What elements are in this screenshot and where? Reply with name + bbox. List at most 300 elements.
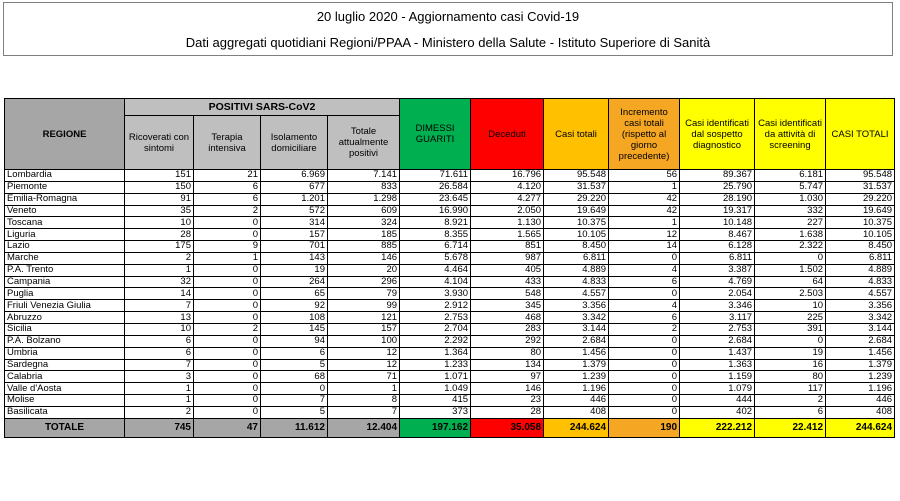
casi-totali-cell: 3.342 xyxy=(544,312,609,324)
total-casi-totali-cell: 244.624 xyxy=(544,418,609,437)
dimessi-header: DIMESSI GUARITI xyxy=(400,99,471,170)
screening-cell: 391 xyxy=(755,323,826,335)
totale-positivi-cell: 20 xyxy=(328,264,400,276)
deceduti-cell: 548 xyxy=(471,288,544,300)
incremento-cell: 0 xyxy=(609,288,680,300)
table-row xyxy=(5,383,895,395)
region-name-cell: Marche xyxy=(5,252,125,264)
table-row xyxy=(5,335,895,347)
dimessi-cell: 1.364 xyxy=(400,347,471,359)
region-name-cell: P.A. Bolzano xyxy=(5,335,125,347)
terapia-cell: 0 xyxy=(194,335,261,347)
totale-positivi-cell: 8 xyxy=(328,395,400,407)
casi-totali-caps-cell: 4.889 xyxy=(826,264,895,276)
region-name-cell: Lombardia xyxy=(5,170,125,182)
terapia-cell: 0 xyxy=(194,359,261,371)
terapia-cell: 6 xyxy=(194,181,261,193)
totale-positivi-cell: 146 xyxy=(328,252,400,264)
casi-totali-cell: 4.557 xyxy=(544,288,609,300)
dimessi-cell: 4.104 xyxy=(400,276,471,288)
total-screening-cell: 22.412 xyxy=(755,418,826,437)
dimessi-cell: 23.645 xyxy=(400,193,471,205)
incremento-cell: 1 xyxy=(609,181,680,193)
casi-totali-caps-cell: 446 xyxy=(826,395,895,407)
incremento-cell: 6 xyxy=(609,276,680,288)
region-name-cell: P.A. Trento xyxy=(5,264,125,276)
region-name-cell: Piemonte xyxy=(5,181,125,193)
casi-totali-caps-cell: 10.375 xyxy=(826,217,895,229)
region-name-cell: Sicilia xyxy=(5,323,125,335)
screening-cell: 1.502 xyxy=(755,264,826,276)
ricoverati-cell: 1 xyxy=(125,383,194,395)
incremento-cell: 56 xyxy=(609,170,680,182)
sospetto-cell: 25.790 xyxy=(680,181,755,193)
deceduti-cell: 283 xyxy=(471,323,544,335)
ricoverati-cell: 175 xyxy=(125,241,194,253)
sospetto-cell: 28.190 xyxy=(680,193,755,205)
ricoverati-cell: 10 xyxy=(125,217,194,229)
region-header: REGIONE xyxy=(5,99,125,170)
screening-cell: 80 xyxy=(755,371,826,383)
deceduti-cell: 28 xyxy=(471,406,544,418)
isolamento-cell: 65 xyxy=(261,288,328,300)
sospetto-cell: 1.363 xyxy=(680,359,755,371)
ricoverati-cell: 10 xyxy=(125,323,194,335)
screening-cell: 6.181 xyxy=(755,170,826,182)
totale-positivi-cell: 121 xyxy=(328,312,400,324)
dimessi-cell: 1.233 xyxy=(400,359,471,371)
ricoverati-cell: 28 xyxy=(125,229,194,241)
table-row xyxy=(5,252,895,264)
totale-positivi-cell: 12 xyxy=(328,347,400,359)
casi-totali-cell: 1.196 xyxy=(544,383,609,395)
casi-totali-caps-cell: 4.833 xyxy=(826,276,895,288)
screening-cell: 2.503 xyxy=(755,288,826,300)
isolamento-cell: 6.969 xyxy=(261,170,328,182)
incremento-cell: 4 xyxy=(609,264,680,276)
isolamento-cell: 94 xyxy=(261,335,328,347)
casi-totali-caps-cell: 2.684 xyxy=(826,335,895,347)
casi-totali-caps-cell: 3.356 xyxy=(826,300,895,312)
total-ricoverati-cell: 745 xyxy=(125,418,194,437)
region-name-cell: Basilicata xyxy=(5,406,125,418)
table-row xyxy=(5,359,895,371)
screening-cell: 2.322 xyxy=(755,241,826,253)
total-incremento-cell: 190 xyxy=(609,418,680,437)
dimessi-cell: 1.071 xyxy=(400,371,471,383)
dimessi-cell: 71.611 xyxy=(400,170,471,182)
incremento-cell: 0 xyxy=(609,406,680,418)
terapia-cell: 0 xyxy=(194,300,261,312)
casi-totali-cell: 3.144 xyxy=(544,323,609,335)
deceduti-cell: 345 xyxy=(471,300,544,312)
isolamento-header: Isolamento domiciliare xyxy=(261,116,328,170)
region-name-cell: Valle d'Aosta xyxy=(5,383,125,395)
casi-totali-caps-cell: 95.548 xyxy=(826,170,895,182)
screening-cell: 16 xyxy=(755,359,826,371)
totale-positivi-cell: 79 xyxy=(328,288,400,300)
positivi-group-header: POSITIVI SARS-CoV2 xyxy=(125,99,400,116)
sospetto-header: Casi identificati dal sospetto diagnostico xyxy=(680,99,755,170)
ricoverati-cell: 151 xyxy=(125,170,194,182)
region-name-cell: Puglia xyxy=(5,288,125,300)
deceduti-cell: 4.120 xyxy=(471,181,544,193)
table-row xyxy=(5,347,895,359)
region-name-cell: Abruzzo xyxy=(5,312,125,324)
incremento-header: Incremento casi totali (rispetto al giorno precedente) xyxy=(609,99,680,170)
region-name-cell: Lazio xyxy=(5,241,125,253)
sospetto-cell: 6.128 xyxy=(680,241,755,253)
dimessi-cell: 415 xyxy=(400,395,471,407)
table-row xyxy=(5,193,895,205)
totale-positivi-cell: 71 xyxy=(328,371,400,383)
terapia-cell: 0 xyxy=(194,406,261,418)
isolamento-cell: 701 xyxy=(261,241,328,253)
dimessi-cell: 2.912 xyxy=(400,300,471,312)
isolamento-cell: 1.201 xyxy=(261,193,328,205)
terapia-cell: 0 xyxy=(194,347,261,359)
totale-positivi-header: Totale attualmente positivi xyxy=(328,116,400,170)
casi-totali-cell: 10.105 xyxy=(544,229,609,241)
casi-totali-header: Casi totali xyxy=(544,99,609,170)
casi-totali-caps-cell: 408 xyxy=(826,406,895,418)
dimessi-cell: 3.930 xyxy=(400,288,471,300)
casi-totali-cell: 31.537 xyxy=(544,181,609,193)
sospetto-cell: 2.054 xyxy=(680,288,755,300)
deceduti-cell: 146 xyxy=(471,383,544,395)
region-name-cell: Toscana xyxy=(5,217,125,229)
incremento-cell: 6 xyxy=(609,312,680,324)
totale-positivi-cell: 12 xyxy=(328,359,400,371)
isolamento-cell: 677 xyxy=(261,181,328,193)
sospetto-cell: 8.467 xyxy=(680,229,755,241)
ricoverati-cell: 14 xyxy=(125,288,194,300)
terapia-cell: 9 xyxy=(194,241,261,253)
deceduti-header: Deceduti xyxy=(471,99,544,170)
deceduti-cell: 433 xyxy=(471,276,544,288)
dimessi-cell: 4.464 xyxy=(400,264,471,276)
ricoverati-cell: 7 xyxy=(125,359,194,371)
isolamento-cell: 19 xyxy=(261,264,328,276)
isolamento-cell: 314 xyxy=(261,217,328,229)
screening-cell: 117 xyxy=(755,383,826,395)
incremento-cell: 0 xyxy=(609,347,680,359)
dimessi-cell: 2.292 xyxy=(400,335,471,347)
isolamento-cell: 5 xyxy=(261,406,328,418)
casi-totali-cell: 3.356 xyxy=(544,300,609,312)
table-row xyxy=(5,181,895,193)
region-name-cell: Sardegna xyxy=(5,359,125,371)
total-sospetto-cell: 222.212 xyxy=(680,418,755,437)
region-name-cell: Friuli Venezia Giulia xyxy=(5,300,125,312)
sospetto-cell: 89.367 xyxy=(680,170,755,182)
table-row xyxy=(5,406,895,418)
isolamento-cell: 157 xyxy=(261,229,328,241)
screening-cell: 64 xyxy=(755,276,826,288)
sospetto-cell: 1.437 xyxy=(680,347,755,359)
sospetto-cell: 19.317 xyxy=(680,205,755,217)
screening-cell: 1.638 xyxy=(755,229,826,241)
screening-cell: 0 xyxy=(755,252,826,264)
casi-totali-cell: 8.450 xyxy=(544,241,609,253)
sospetto-cell: 10.148 xyxy=(680,217,755,229)
sospetto-cell: 1.079 xyxy=(680,383,755,395)
report-subtitle: Dati aggregati quotidiani Regioni/PPAA - Ministero della Salute - Istituto Superiore di Sanità xyxy=(185,35,711,50)
casi-totali-caps-cell: 10.105 xyxy=(826,229,895,241)
terapia-cell: 21 xyxy=(194,170,261,182)
terapia-cell: 0 xyxy=(194,229,261,241)
casi-totali-caps-cell: 3.144 xyxy=(826,323,895,335)
terapia-cell: 2 xyxy=(194,205,261,217)
casi-totali-cell: 1.379 xyxy=(544,359,609,371)
terapia-cell: 0 xyxy=(194,383,261,395)
casi-totali-cell: 4.889 xyxy=(544,264,609,276)
casi-totali-caps-cell: 1.239 xyxy=(826,371,895,383)
deceduti-cell: 851 xyxy=(471,241,544,253)
screening-cell: 332 xyxy=(755,205,826,217)
ricoverati-cell: 2 xyxy=(125,252,194,264)
incremento-cell: 0 xyxy=(609,359,680,371)
sospetto-cell: 6.811 xyxy=(680,252,755,264)
casi-totali-caps-header: CASI TOTALI xyxy=(826,99,895,170)
casi-totali-caps-cell: 31.537 xyxy=(826,181,895,193)
casi-totali-caps-cell: 1.456 xyxy=(826,347,895,359)
totale-positivi-cell: 833 xyxy=(328,181,400,193)
table-row xyxy=(5,264,895,276)
terapia-cell: 0 xyxy=(194,264,261,276)
terapia-cell: 0 xyxy=(194,371,261,383)
totale-positivi-cell: 324 xyxy=(328,217,400,229)
totale-positivi-cell: 1 xyxy=(328,383,400,395)
totale-positivi-cell: 885 xyxy=(328,241,400,253)
terapia-cell: 1 xyxy=(194,252,261,264)
incremento-cell: 0 xyxy=(609,383,680,395)
dimessi-cell: 8.921 xyxy=(400,217,471,229)
casi-totali-caps-cell: 19.649 xyxy=(826,205,895,217)
incremento-cell: 4 xyxy=(609,300,680,312)
report-header xyxy=(3,2,893,56)
deceduti-cell: 4.277 xyxy=(471,193,544,205)
totale-positivi-cell: 100 xyxy=(328,335,400,347)
screening-cell: 0 xyxy=(755,335,826,347)
table-row xyxy=(5,217,895,229)
terapia-cell: 0 xyxy=(194,288,261,300)
isolamento-cell: 143 xyxy=(261,252,328,264)
deceduti-cell: 80 xyxy=(471,347,544,359)
incremento-cell: 12 xyxy=(609,229,680,241)
incremento-cell: 0 xyxy=(609,252,680,264)
region-name-cell: Campania xyxy=(5,276,125,288)
screening-cell: 5.747 xyxy=(755,181,826,193)
incremento-cell: 14 xyxy=(609,241,680,253)
totale-positivi-cell: 609 xyxy=(328,205,400,217)
incremento-cell: 2 xyxy=(609,323,680,335)
total-deceduti-cell: 35.058 xyxy=(471,418,544,437)
total-dimessi-cell: 197.162 xyxy=(400,418,471,437)
terapia-cell: 6 xyxy=(194,193,261,205)
isolamento-cell: 6 xyxy=(261,347,328,359)
screening-cell: 225 xyxy=(755,312,826,324)
casi-totali-caps-cell: 3.342 xyxy=(826,312,895,324)
ricoverati-cell: 7 xyxy=(125,300,194,312)
sospetto-cell: 3.117 xyxy=(680,312,755,324)
report-date-title: 20 luglio 2020 - Aggiornamento casi Covid-19 xyxy=(316,9,580,24)
terapia-cell: 0 xyxy=(194,276,261,288)
screening-cell: 10 xyxy=(755,300,826,312)
sospetto-cell: 402 xyxy=(680,406,755,418)
casi-totali-caps-cell: 6.811 xyxy=(826,252,895,264)
sospetto-cell: 2.753 xyxy=(680,323,755,335)
deceduti-cell: 987 xyxy=(471,252,544,264)
region-name-cell: Calabria xyxy=(5,371,125,383)
region-name-cell: Veneto xyxy=(5,205,125,217)
totale-positivi-cell: 99 xyxy=(328,300,400,312)
ricoverati-cell: 6 xyxy=(125,335,194,347)
casi-totali-caps-cell: 8.450 xyxy=(826,241,895,253)
dimessi-cell: 373 xyxy=(400,406,471,418)
table-row xyxy=(5,241,895,253)
sospetto-cell: 1.159 xyxy=(680,371,755,383)
ricoverati-cell: 150 xyxy=(125,181,194,193)
sospetto-cell: 3.346 xyxy=(680,300,755,312)
isolamento-cell: 92 xyxy=(261,300,328,312)
incremento-cell: 42 xyxy=(609,205,680,217)
isolamento-cell: 264 xyxy=(261,276,328,288)
region-name-cell: Liguria xyxy=(5,229,125,241)
table-row xyxy=(5,323,895,335)
dimessi-cell: 1.049 xyxy=(400,383,471,395)
casi-totali-caps-cell: 4.557 xyxy=(826,288,895,300)
sospetto-cell: 444 xyxy=(680,395,755,407)
deceduti-cell: 97 xyxy=(471,371,544,383)
isolamento-cell: 572 xyxy=(261,205,328,217)
casi-totali-cell: 2.684 xyxy=(544,335,609,347)
ricoverati-cell: 1 xyxy=(125,395,194,407)
ricoverati-cell: 3 xyxy=(125,371,194,383)
ricoverati-cell: 2 xyxy=(125,406,194,418)
deceduti-cell: 405 xyxy=(471,264,544,276)
incremento-cell: 0 xyxy=(609,395,680,407)
isolamento-cell: 68 xyxy=(261,371,328,383)
deceduti-cell: 2.050 xyxy=(471,205,544,217)
table-row xyxy=(5,300,895,312)
dimessi-cell: 8.355 xyxy=(400,229,471,241)
deceduti-cell: 1.130 xyxy=(471,217,544,229)
screening-cell: 1.030 xyxy=(755,193,826,205)
totale-positivi-cell: 7.141 xyxy=(328,170,400,182)
deceduti-cell: 23 xyxy=(471,395,544,407)
ricoverati-cell: 35 xyxy=(125,205,194,217)
totale-positivi-cell: 296 xyxy=(328,276,400,288)
dimessi-cell: 2.704 xyxy=(400,323,471,335)
isolamento-cell: 0 xyxy=(261,383,328,395)
sospetto-cell: 4.769 xyxy=(680,276,755,288)
ricoverati-cell: 1 xyxy=(125,264,194,276)
sospetto-cell: 3.387 xyxy=(680,264,755,276)
incremento-cell: 0 xyxy=(609,335,680,347)
total-casi-totali-caps-cell: 244.624 xyxy=(826,418,895,437)
screening-header: Casi identificati da attività di screening xyxy=(755,99,826,170)
casi-totali-caps-cell: 1.379 xyxy=(826,359,895,371)
table-row xyxy=(5,205,895,217)
deceduti-cell: 16.796 xyxy=(471,170,544,182)
totale-positivi-cell: 157 xyxy=(328,323,400,335)
region-name-cell: Umbria xyxy=(5,347,125,359)
total-totale-positivi-cell: 12.404 xyxy=(328,418,400,437)
screening-cell: 2 xyxy=(755,395,826,407)
isolamento-cell: 108 xyxy=(261,312,328,324)
casi-totali-cell: 4.833 xyxy=(544,276,609,288)
totale-positivi-cell: 7 xyxy=(328,406,400,418)
terapia-cell: 0 xyxy=(194,395,261,407)
dimessi-cell: 26.584 xyxy=(400,181,471,193)
casi-totali-cell: 408 xyxy=(544,406,609,418)
ricoverati-cell: 91 xyxy=(125,193,194,205)
table-row xyxy=(5,288,895,300)
table-row xyxy=(5,276,895,288)
isolamento-cell: 145 xyxy=(261,323,328,335)
screening-cell: 227 xyxy=(755,217,826,229)
deceduti-cell: 134 xyxy=(471,359,544,371)
covid-cases-table xyxy=(4,98,895,438)
totale-positivi-cell: 185 xyxy=(328,229,400,241)
table-row xyxy=(5,229,895,241)
table-row xyxy=(5,170,895,182)
total-terapia-cell: 47 xyxy=(194,418,261,437)
casi-totali-caps-cell: 29.220 xyxy=(826,193,895,205)
ricoverati-cell: 13 xyxy=(125,312,194,324)
screening-cell: 19 xyxy=(755,347,826,359)
casi-totali-cell: 29.220 xyxy=(544,193,609,205)
total-region-name-cell: TOTALE xyxy=(5,418,125,437)
terapia-cell: 2 xyxy=(194,323,261,335)
terapia-cell: 0 xyxy=(194,217,261,229)
ricoverati-cell: 32 xyxy=(125,276,194,288)
casi-totali-cell: 1.456 xyxy=(544,347,609,359)
terapia-header: Terapia intensiva xyxy=(194,116,261,170)
ricoverati-cell: 6 xyxy=(125,347,194,359)
casi-totali-cell: 10.375 xyxy=(544,217,609,229)
total-isolamento-cell: 11.612 xyxy=(261,418,328,437)
incremento-cell: 42 xyxy=(609,193,680,205)
sospetto-cell: 2.684 xyxy=(680,335,755,347)
region-name-cell: Emilia-Romagna xyxy=(5,193,125,205)
casi-totali-caps-cell: 1.196 xyxy=(826,383,895,395)
deceduti-cell: 292 xyxy=(471,335,544,347)
casi-totali-cell: 446 xyxy=(544,395,609,407)
terapia-cell: 0 xyxy=(194,312,261,324)
totals-row xyxy=(5,418,895,437)
table-row xyxy=(5,395,895,407)
table-row xyxy=(5,371,895,383)
casi-totali-cell: 6.811 xyxy=(544,252,609,264)
deceduti-cell: 468 xyxy=(471,312,544,324)
totale-positivi-cell: 1.298 xyxy=(328,193,400,205)
casi-totali-cell: 19.649 xyxy=(544,205,609,217)
casi-totali-cell: 1.239 xyxy=(544,371,609,383)
screening-cell: 6 xyxy=(755,406,826,418)
table-row xyxy=(5,312,895,324)
deceduti-cell: 1.565 xyxy=(471,229,544,241)
region-name-cell: Molise xyxy=(5,395,125,407)
dimessi-cell: 16.990 xyxy=(400,205,471,217)
ricoverati-header: Ricoverati con sintomi xyxy=(125,116,194,170)
isolamento-cell: 7 xyxy=(261,395,328,407)
incremento-cell: 1 xyxy=(609,217,680,229)
isolamento-cell: 5 xyxy=(261,359,328,371)
casi-totali-cell: 95.548 xyxy=(544,170,609,182)
incremento-cell: 0 xyxy=(609,371,680,383)
